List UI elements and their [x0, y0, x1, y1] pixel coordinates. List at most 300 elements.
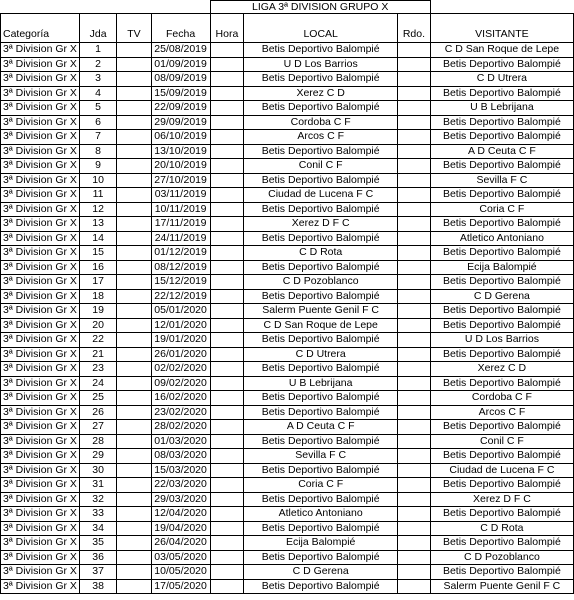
cell-fecha[interactable]: 22/12/2019	[151, 289, 210, 304]
cell-rdo[interactable]	[398, 478, 431, 493]
cell-visitante[interactable]: Betis Deportivo Balompié	[430, 376, 573, 391]
cell-rdo[interactable]	[398, 289, 431, 304]
cell-jda[interactable]: 29	[79, 449, 116, 464]
cell-tv[interactable]	[117, 275, 151, 290]
cell-rdo[interactable]	[398, 304, 431, 319]
cell-visitante[interactable]: U D Los Barrios	[430, 333, 573, 348]
cell-fecha[interactable]: 13/10/2019	[151, 144, 210, 159]
cell-local[interactable]: Conil C F	[244, 159, 398, 174]
cell-tv[interactable]	[117, 478, 151, 493]
cell-jda[interactable]: 15	[79, 246, 116, 261]
cell-visitante[interactable]: Xerez C D	[430, 362, 573, 377]
cell-jda[interactable]: 3	[79, 72, 116, 87]
cell-hora[interactable]	[210, 57, 244, 72]
cell-jda[interactable]: 38	[79, 579, 116, 594]
header-visitante[interactable]: VISITANTE	[430, 14, 573, 43]
cell-jda[interactable]: 33	[79, 507, 116, 522]
cell-tv[interactable]	[117, 550, 151, 565]
cell-rdo[interactable]	[398, 492, 431, 507]
header-hora[interactable]: Hora	[210, 14, 244, 43]
cell-jda[interactable]: 4	[79, 86, 116, 101]
cell-fecha[interactable]: 22/03/2020	[151, 478, 210, 493]
cell-visitante[interactable]: Betis Deportivo Balompié	[430, 420, 573, 435]
cell-hora[interactable]	[210, 333, 244, 348]
cell-tv[interactable]	[117, 536, 151, 551]
cell-tv[interactable]	[117, 86, 151, 101]
cell-tv[interactable]	[117, 507, 151, 522]
cell-visitante[interactable]: Arcos C F	[430, 405, 573, 420]
cell-categoria[interactable]: 3ª Division Gr X	[1, 144, 80, 159]
cell-hora[interactable]	[210, 449, 244, 464]
header-local[interactable]: LOCAL	[244, 14, 398, 43]
cell-local[interactable]: Betis Deportivo Balompié	[244, 72, 398, 87]
cell-categoria[interactable]: 3ª Division Gr X	[1, 57, 80, 72]
cell-fecha[interactable]: 19/01/2020	[151, 333, 210, 348]
cell-local[interactable]: Betis Deportivo Balompié	[244, 43, 398, 58]
cell-local[interactable]: Betis Deportivo Balompié	[244, 463, 398, 478]
cell-fecha[interactable]: 28/02/2020	[151, 420, 210, 435]
cell-tv[interactable]	[117, 202, 151, 217]
cell-local[interactable]: Cordoba C F	[244, 115, 398, 130]
cell-categoria[interactable]: 3ª Division Gr X	[1, 159, 80, 174]
cell-categoria[interactable]: 3ª Division Gr X	[1, 347, 80, 362]
cell-hora[interactable]	[210, 115, 244, 130]
cell-rdo[interactable]	[398, 202, 431, 217]
cell-hora[interactable]	[210, 130, 244, 145]
cell-visitante[interactable]: Betis Deportivo Balompié	[430, 304, 573, 319]
cell-visitante[interactable]: Betis Deportivo Balompié	[430, 115, 573, 130]
cell-categoria[interactable]: 3ª Division Gr X	[1, 565, 80, 580]
cell-fecha[interactable]: 19/04/2020	[151, 521, 210, 536]
cell-hora[interactable]	[210, 231, 244, 246]
cell-categoria[interactable]: 3ª Division Gr X	[1, 362, 80, 377]
cell-fecha[interactable]: 05/01/2020	[151, 304, 210, 319]
cell-rdo[interactable]	[398, 275, 431, 290]
cell-rdo[interactable]	[398, 550, 431, 565]
cell-tv[interactable]	[117, 391, 151, 406]
cell-rdo[interactable]	[398, 144, 431, 159]
cell-visitante[interactable]: C D Rota	[430, 521, 573, 536]
cell-visitante[interactable]: Betis Deportivo Balompié	[430, 507, 573, 522]
cell-fecha[interactable]: 01/03/2020	[151, 434, 210, 449]
cell-hora[interactable]	[210, 101, 244, 116]
cell-jda[interactable]: 37	[79, 565, 116, 580]
cell-tv[interactable]	[117, 144, 151, 159]
cell-jda[interactable]: 14	[79, 231, 116, 246]
cell-fecha[interactable]: 17/05/2020	[151, 579, 210, 594]
cell-local[interactable]: Xerez C D	[244, 86, 398, 101]
cell-categoria[interactable]: 3ª Division Gr X	[1, 173, 80, 188]
cell-hora[interactable]	[210, 434, 244, 449]
cell-rdo[interactable]	[398, 536, 431, 551]
cell-fecha[interactable]: 20/10/2019	[151, 159, 210, 174]
cell-rdo[interactable]	[398, 43, 431, 58]
cell-tv[interactable]	[117, 565, 151, 580]
cell-rdo[interactable]	[398, 86, 431, 101]
cell-categoria[interactable]: 3ª Division Gr X	[1, 188, 80, 203]
cell-jda[interactable]: 24	[79, 376, 116, 391]
cell-local[interactable]: Ecija Balompié	[244, 536, 398, 551]
cell-categoria[interactable]: 3ª Division Gr X	[1, 304, 80, 319]
cell-jda[interactable]: 1	[79, 43, 116, 58]
cell-fecha[interactable]: 08/09/2019	[151, 72, 210, 87]
cell-local[interactable]: C D Gerena	[244, 565, 398, 580]
cell-visitante[interactable]: Ciudad de Lucena F C	[430, 463, 573, 478]
cell-fecha[interactable]: 15/09/2019	[151, 86, 210, 101]
cell-categoria[interactable]: 3ª Division Gr X	[1, 231, 80, 246]
cell-local[interactable]: A D Ceuta C F	[244, 420, 398, 435]
cell-visitante[interactable]: Betis Deportivo Balompié	[430, 318, 573, 333]
cell-tv[interactable]	[117, 289, 151, 304]
sheet-title[interactable]: LIGA 3ª DIVISION GRUPO X	[210, 1, 430, 14]
cell-local[interactable]: C D Pozoblanco	[244, 275, 398, 290]
cell-jda[interactable]: 26	[79, 405, 116, 420]
cell-local[interactable]: Betis Deportivo Balompié	[244, 202, 398, 217]
cell-local[interactable]: Betis Deportivo Balompié	[244, 550, 398, 565]
cell-visitante[interactable]: Xerez D F C	[430, 492, 573, 507]
cell-hora[interactable]	[210, 362, 244, 377]
cell-categoria[interactable]: 3ª Division Gr X	[1, 246, 80, 261]
cell-visitante[interactable]: Betis Deportivo Balompié	[430, 57, 573, 72]
cell-rdo[interactable]	[398, 188, 431, 203]
cell-fecha[interactable]: 26/04/2020	[151, 536, 210, 551]
cell-categoria[interactable]: 3ª Division Gr X	[1, 130, 80, 145]
cell-visitante[interactable]: Betis Deportivo Balompié	[430, 449, 573, 464]
cell-rdo[interactable]	[398, 347, 431, 362]
cell-categoria[interactable]: 3ª Division Gr X	[1, 536, 80, 551]
cell-categoria[interactable]: 3ª Division Gr X	[1, 579, 80, 594]
cell-local[interactable]: Betis Deportivo Balompié	[244, 434, 398, 449]
cell-tv[interactable]	[117, 43, 151, 58]
cell-local[interactable]: U D Los Barrios	[244, 57, 398, 72]
cell-tv[interactable]	[117, 376, 151, 391]
cell-local[interactable]: Betis Deportivo Balompié	[244, 144, 398, 159]
cell-visitante[interactable]: Betis Deportivo Balompié	[430, 86, 573, 101]
cell-jda[interactable]: 28	[79, 434, 116, 449]
cell-hora[interactable]	[210, 173, 244, 188]
cell-visitante[interactable]: Betis Deportivo Balompié	[430, 478, 573, 493]
cell-rdo[interactable]	[398, 173, 431, 188]
cell-categoria[interactable]: 3ª Division Gr X	[1, 289, 80, 304]
cell-jda[interactable]: 31	[79, 478, 116, 493]
cell-categoria[interactable]: 3ª Division Gr X	[1, 333, 80, 348]
cell-categoria[interactable]: 3ª Division Gr X	[1, 405, 80, 420]
cell-fecha[interactable]: 01/12/2019	[151, 246, 210, 261]
cell-rdo[interactable]	[398, 391, 431, 406]
cell-visitante[interactable]: Cordoba C F	[430, 391, 573, 406]
cell-tv[interactable]	[117, 173, 151, 188]
cell-visitante[interactable]: C D Gerena	[430, 289, 573, 304]
cell-visitante[interactable]: Betis Deportivo Balompié	[430, 130, 573, 145]
cell-rdo[interactable]	[398, 449, 431, 464]
cell-categoria[interactable]: 3ª Division Gr X	[1, 463, 80, 478]
cell-local[interactable]: C D Utrera	[244, 347, 398, 362]
cell-fecha[interactable]: 10/05/2020	[151, 565, 210, 580]
cell-categoria[interactable]: 3ª Division Gr X	[1, 391, 80, 406]
cell-visitante[interactable]: Betis Deportivo Balompié	[430, 188, 573, 203]
cell-local[interactable]: Betis Deportivo Balompié	[244, 391, 398, 406]
cell-local[interactable]: Betis Deportivo Balompié	[244, 492, 398, 507]
cell-categoria[interactable]: 3ª Division Gr X	[1, 492, 80, 507]
cell-visitante[interactable]: Betis Deportivo Balompié	[430, 536, 573, 551]
cell-jda[interactable]: 12	[79, 202, 116, 217]
cell-categoria[interactable]: 3ª Division Gr X	[1, 86, 80, 101]
cell-fecha[interactable]: 08/03/2020	[151, 449, 210, 464]
cell-visitante[interactable]: C D Utrera	[430, 72, 573, 87]
cell-hora[interactable]	[210, 347, 244, 362]
cell-fecha[interactable]: 08/12/2019	[151, 260, 210, 275]
cell-hora[interactable]	[210, 376, 244, 391]
cell-tv[interactable]	[117, 57, 151, 72]
cell-fecha[interactable]: 16/02/2020	[151, 391, 210, 406]
cell-visitante[interactable]: A D Ceuta C F	[430, 144, 573, 159]
cell-rdo[interactable]	[398, 260, 431, 275]
cell-jda[interactable]: 21	[79, 347, 116, 362]
cell-fecha[interactable]: 22/09/2019	[151, 101, 210, 116]
cell-local[interactable]: Sevilla F C	[244, 449, 398, 464]
cell-rdo[interactable]	[398, 420, 431, 435]
cell-local[interactable]: Betis Deportivo Balompié	[244, 173, 398, 188]
cell-jda[interactable]: 7	[79, 130, 116, 145]
cell-rdo[interactable]	[398, 246, 431, 261]
cell-fecha[interactable]: 27/10/2019	[151, 173, 210, 188]
cell-hora[interactable]	[210, 304, 244, 319]
cell-fecha[interactable]: 06/10/2019	[151, 130, 210, 145]
cell-tv[interactable]	[117, 405, 151, 420]
cell-jda[interactable]: 36	[79, 550, 116, 565]
cell-jda[interactable]: 11	[79, 188, 116, 203]
cell-visitante[interactable]: Betis Deportivo Balompié	[430, 217, 573, 232]
cell-hora[interactable]	[210, 478, 244, 493]
cell-local[interactable]: Arcos C F	[244, 130, 398, 145]
cell-categoria[interactable]: 3ª Division Gr X	[1, 434, 80, 449]
cell-fecha[interactable]: 15/12/2019	[151, 275, 210, 290]
cell-jda[interactable]: 19	[79, 304, 116, 319]
cell-hora[interactable]	[210, 492, 244, 507]
cell-local[interactable]: Betis Deportivo Balompié	[244, 579, 398, 594]
cell-fecha[interactable]: 01/09/2019	[151, 57, 210, 72]
cell-jda[interactable]: 10	[79, 173, 116, 188]
cell-local[interactable]: Betis Deportivo Balompié	[244, 289, 398, 304]
cell-hora[interactable]	[210, 507, 244, 522]
cell-visitante[interactable]: C D Pozoblanco	[430, 550, 573, 565]
cell-hora[interactable]	[210, 391, 244, 406]
cell-jda[interactable]: 8	[79, 144, 116, 159]
cell-jda[interactable]: 6	[79, 115, 116, 130]
cell-tv[interactable]	[117, 159, 151, 174]
cell-jda[interactable]: 9	[79, 159, 116, 174]
cell-tv[interactable]	[117, 362, 151, 377]
cell-hora[interactable]	[210, 565, 244, 580]
cell-categoria[interactable]: 3ª Division Gr X	[1, 101, 80, 116]
cell-visitante[interactable]: Betis Deportivo Balompié	[430, 565, 573, 580]
cell-hora[interactable]	[210, 275, 244, 290]
cell-rdo[interactable]	[398, 159, 431, 174]
cell-hora[interactable]	[210, 536, 244, 551]
cell-fecha[interactable]: 24/11/2019	[151, 231, 210, 246]
cell-fecha[interactable]: 23/02/2020	[151, 405, 210, 420]
cell-tv[interactable]	[117, 246, 151, 261]
cell-tv[interactable]	[117, 217, 151, 232]
cell-fecha[interactable]: 02/02/2020	[151, 362, 210, 377]
cell-local[interactable]: C D San Roque de Lepe	[244, 318, 398, 333]
cell-categoria[interactable]: 3ª Division Gr X	[1, 217, 80, 232]
cell-categoria[interactable]: 3ª Division Gr X	[1, 72, 80, 87]
cell-categoria[interactable]: 3ª Division Gr X	[1, 318, 80, 333]
cell-fecha[interactable]: 03/11/2019	[151, 188, 210, 203]
cell-visitante[interactable]: Ecija Balompié	[430, 260, 573, 275]
cell-jda[interactable]: 34	[79, 521, 116, 536]
cell-local[interactable]: Xerez D F C	[244, 217, 398, 232]
cell-jda[interactable]: 35	[79, 536, 116, 551]
cell-tv[interactable]	[117, 101, 151, 116]
cell-rdo[interactable]	[398, 521, 431, 536]
cell-local[interactable]: C D Rota	[244, 246, 398, 261]
header-categoria[interactable]: Categoría	[1, 14, 80, 43]
cell-visitante[interactable]: Betis Deportivo Balompié	[430, 246, 573, 261]
cell-visitante[interactable]: Salerm Puente Genil F C	[430, 579, 573, 594]
cell-hora[interactable]	[210, 86, 244, 101]
cell-rdo[interactable]	[398, 101, 431, 116]
cell-hora[interactable]	[210, 289, 244, 304]
cell-rdo[interactable]	[398, 72, 431, 87]
cell-fecha[interactable]: 26/01/2020	[151, 347, 210, 362]
cell-local[interactable]: Betis Deportivo Balompié	[244, 260, 398, 275]
header-fecha[interactable]: Fecha	[151, 14, 210, 43]
cell-fecha[interactable]: 15/03/2020	[151, 463, 210, 478]
cell-hora[interactable]	[210, 188, 244, 203]
cell-tv[interactable]	[117, 304, 151, 319]
cell-local[interactable]: Ciudad de Lucena F C	[244, 188, 398, 203]
cell-visitante[interactable]: C D San Roque de Lepe	[430, 43, 573, 58]
cell-visitante[interactable]: U B Lebrijana	[430, 101, 573, 116]
cell-local[interactable]: Betis Deportivo Balompié	[244, 521, 398, 536]
cell-rdo[interactable]	[398, 565, 431, 580]
cell-jda[interactable]: 17	[79, 275, 116, 290]
cell-visitante[interactable]: Betis Deportivo Balompié	[430, 347, 573, 362]
cell-tv[interactable]	[117, 463, 151, 478]
cell-visitante[interactable]: Conil C F	[430, 434, 573, 449]
cell-tv[interactable]	[117, 521, 151, 536]
cell-local[interactable]: Betis Deportivo Balompié	[244, 231, 398, 246]
cell-hora[interactable]	[210, 463, 244, 478]
cell-local[interactable]: Betis Deportivo Balompié	[244, 362, 398, 377]
cell-categoria[interactable]: 3ª Division Gr X	[1, 420, 80, 435]
cell-categoria[interactable]: 3ª Division Gr X	[1, 478, 80, 493]
cell-hora[interactable]	[210, 405, 244, 420]
cell-tv[interactable]	[117, 434, 151, 449]
cell-local[interactable]: Atletico Antoniano	[244, 507, 398, 522]
cell-jda[interactable]: 16	[79, 260, 116, 275]
cell-jda[interactable]: 22	[79, 333, 116, 348]
cell-hora[interactable]	[210, 420, 244, 435]
cell-rdo[interactable]	[398, 318, 431, 333]
cell-hora[interactable]	[210, 144, 244, 159]
cell-rdo[interactable]	[398, 434, 431, 449]
cell-local[interactable]: Betis Deportivo Balompié	[244, 101, 398, 116]
cell-rdo[interactable]	[398, 405, 431, 420]
cell-rdo[interactable]	[398, 57, 431, 72]
cell-hora[interactable]	[210, 202, 244, 217]
cell-jda[interactable]: 25	[79, 391, 116, 406]
cell-hora[interactable]	[210, 260, 244, 275]
cell-rdo[interactable]	[398, 231, 431, 246]
cell-rdo[interactable]	[398, 333, 431, 348]
cell-tv[interactable]	[117, 260, 151, 275]
cell-hora[interactable]	[210, 550, 244, 565]
cell-jda[interactable]: 23	[79, 362, 116, 377]
cell-visitante[interactable]: Betis Deportivo Balompié	[430, 159, 573, 174]
cell-categoria[interactable]: 3ª Division Gr X	[1, 275, 80, 290]
cell-visitante[interactable]: Sevilla F C	[430, 173, 573, 188]
cell-tv[interactable]	[117, 347, 151, 362]
cell-rdo[interactable]	[398, 130, 431, 145]
cell-rdo[interactable]	[398, 217, 431, 232]
cell-jda[interactable]: 2	[79, 57, 116, 72]
cell-fecha[interactable]: 10/11/2019	[151, 202, 210, 217]
cell-tv[interactable]	[117, 333, 151, 348]
cell-fecha[interactable]: 25/08/2019	[151, 43, 210, 58]
cell-fecha[interactable]: 29/09/2019	[151, 115, 210, 130]
cell-rdo[interactable]	[398, 362, 431, 377]
cell-hora[interactable]	[210, 246, 244, 261]
cell-local[interactable]: Salerm Puente Genil F C	[244, 304, 398, 319]
cell-jda[interactable]: 5	[79, 101, 116, 116]
cell-jda[interactable]: 30	[79, 463, 116, 478]
header-rdo[interactable]: Rdo.	[398, 14, 431, 43]
cell-hora[interactable]	[210, 217, 244, 232]
cell-fecha[interactable]: 12/01/2020	[151, 318, 210, 333]
cell-hora[interactable]	[210, 579, 244, 594]
cell-hora[interactable]	[210, 159, 244, 174]
header-tv[interactable]: TV	[117, 14, 151, 43]
cell-hora[interactable]	[210, 72, 244, 87]
cell-local[interactable]: Betis Deportivo Balompié	[244, 333, 398, 348]
cell-categoria[interactable]: 3ª Division Gr X	[1, 550, 80, 565]
cell-tv[interactable]	[117, 115, 151, 130]
cell-visitante[interactable]: Coria C F	[430, 202, 573, 217]
cell-tv[interactable]	[117, 231, 151, 246]
cell-local[interactable]: Betis Deportivo Balompié	[244, 405, 398, 420]
cell-categoria[interactable]: 3ª Division Gr X	[1, 260, 80, 275]
cell-categoria[interactable]: 3ª Division Gr X	[1, 115, 80, 130]
cell-categoria[interactable]: 3ª Division Gr X	[1, 521, 80, 536]
cell-categoria[interactable]: 3ª Division Gr X	[1, 202, 80, 217]
cell-rdo[interactable]	[398, 115, 431, 130]
cell-hora[interactable]	[210, 318, 244, 333]
cell-hora[interactable]	[210, 521, 244, 536]
cell-tv[interactable]	[117, 72, 151, 87]
cell-jda[interactable]: 32	[79, 492, 116, 507]
cell-tv[interactable]	[117, 420, 151, 435]
cell-fecha[interactable]: 12/04/2020	[151, 507, 210, 522]
cell-tv[interactable]	[117, 449, 151, 464]
cell-hora[interactable]	[210, 43, 244, 58]
cell-jda[interactable]: 20	[79, 318, 116, 333]
cell-tv[interactable]	[117, 318, 151, 333]
cell-jda[interactable]: 18	[79, 289, 116, 304]
header-jda[interactable]: Jda	[79, 14, 116, 43]
cell-jda[interactable]: 27	[79, 420, 116, 435]
cell-tv[interactable]	[117, 188, 151, 203]
cell-tv[interactable]	[117, 492, 151, 507]
cell-fecha[interactable]: 29/03/2020	[151, 492, 210, 507]
cell-rdo[interactable]	[398, 579, 431, 594]
cell-jda[interactable]: 13	[79, 217, 116, 232]
cell-fecha[interactable]: 17/11/2019	[151, 217, 210, 232]
cell-categoria[interactable]: 3ª Division Gr X	[1, 43, 80, 58]
cell-fecha[interactable]: 09/02/2020	[151, 376, 210, 391]
